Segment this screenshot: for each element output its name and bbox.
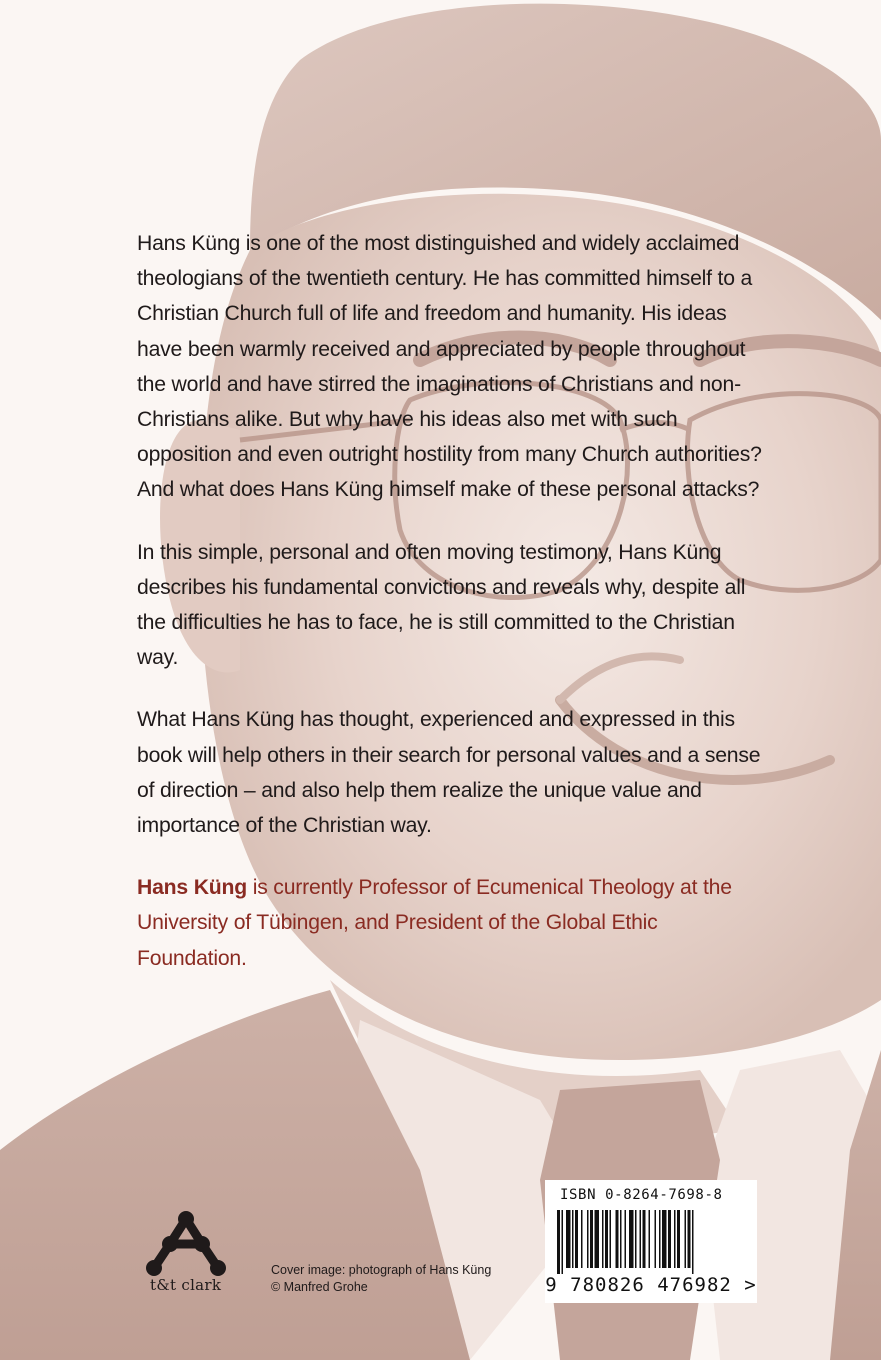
barcode-bar (688, 1210, 691, 1268)
barcode-bar (581, 1210, 583, 1268)
barcode-bar (602, 1210, 604, 1268)
barcode-bar (685, 1210, 687, 1268)
barcode-bar (643, 1210, 646, 1268)
barcode-bar (557, 1210, 560, 1274)
barcode-bar (587, 1210, 589, 1268)
barcode-bar (590, 1210, 593, 1268)
author-bio (137, 870, 762, 976)
barcode-bar (692, 1210, 694, 1274)
publisher-name: t&t clark (150, 1276, 222, 1294)
barcode-bar (635, 1210, 637, 1268)
barcode-bar (655, 1210, 657, 1268)
barcode-bar (595, 1210, 600, 1268)
barcode-bar (640, 1210, 642, 1268)
barcode-bar (572, 1210, 574, 1268)
cover-image-credit (271, 1262, 491, 1296)
barcode-bar (616, 1210, 619, 1268)
barcode-bar (575, 1210, 578, 1268)
blurb-paragraph-3: What Hans Küng has thought, experienced and expressed in this book will help others in their search for personal values and a sense of direction – and also help them realize the unique value and importance of the Christian way. (137, 708, 761, 838)
isbn-barcode (545, 1180, 757, 1303)
isbn-label: ISBN 0-8264-7698-8 (560, 1187, 723, 1203)
barcode-bar (605, 1210, 608, 1268)
author-bio-name: Hans Küng (137, 876, 248, 900)
author-bio-text: is currently Professor of Ecumenical Theology at the University of Tübingen, and President of the Global Ethic Foundation. (137, 876, 732, 970)
barcode-bar (629, 1210, 634, 1268)
barcode-bar (620, 1210, 622, 1268)
barcode-bar (610, 1210, 612, 1268)
barcode-bar (625, 1210, 627, 1268)
blurb-paragraph-1: Hans Küng is one of the most distinguished and widely acclaimed theologians of the twentieth century. He has committed himself to a Christian Church full of life and freedom and humanity. His ideas have been warmly received and appreciated by people throughout the world and have stirred the imaginations of Christians and non-Christians alike. But why have his ideas also met with such opposition and even outright hostility from many Church authorities? And what does Hans Küng himself make of these personal attacks? (137, 232, 762, 502)
barcode-bars (557, 1210, 745, 1274)
barcode-bar (649, 1210, 651, 1268)
barcode-bar (674, 1210, 676, 1268)
barcode-bar (677, 1210, 680, 1268)
back-cover-blurb (137, 226, 762, 1003)
credit-line-1: Cover image: photograph of Hans Küng (271, 1263, 492, 1277)
barcode-bar (668, 1210, 671, 1268)
barcode-bar (562, 1210, 564, 1274)
barcode-bar (662, 1210, 667, 1268)
blurb-paragraph-2: In this simple, personal and often moving testimony, Hans Küng describes his fundamental convictions and reveals why, despite all the difficulties he has to face, he is still committed to the Christian way. (137, 540, 746, 670)
credit-line-2: © Manfred Grohe (271, 1280, 368, 1294)
barcode-bar (566, 1210, 571, 1268)
ean-digits: 9 780826 476982 > (545, 1274, 757, 1296)
barcode-bar (659, 1210, 661, 1268)
